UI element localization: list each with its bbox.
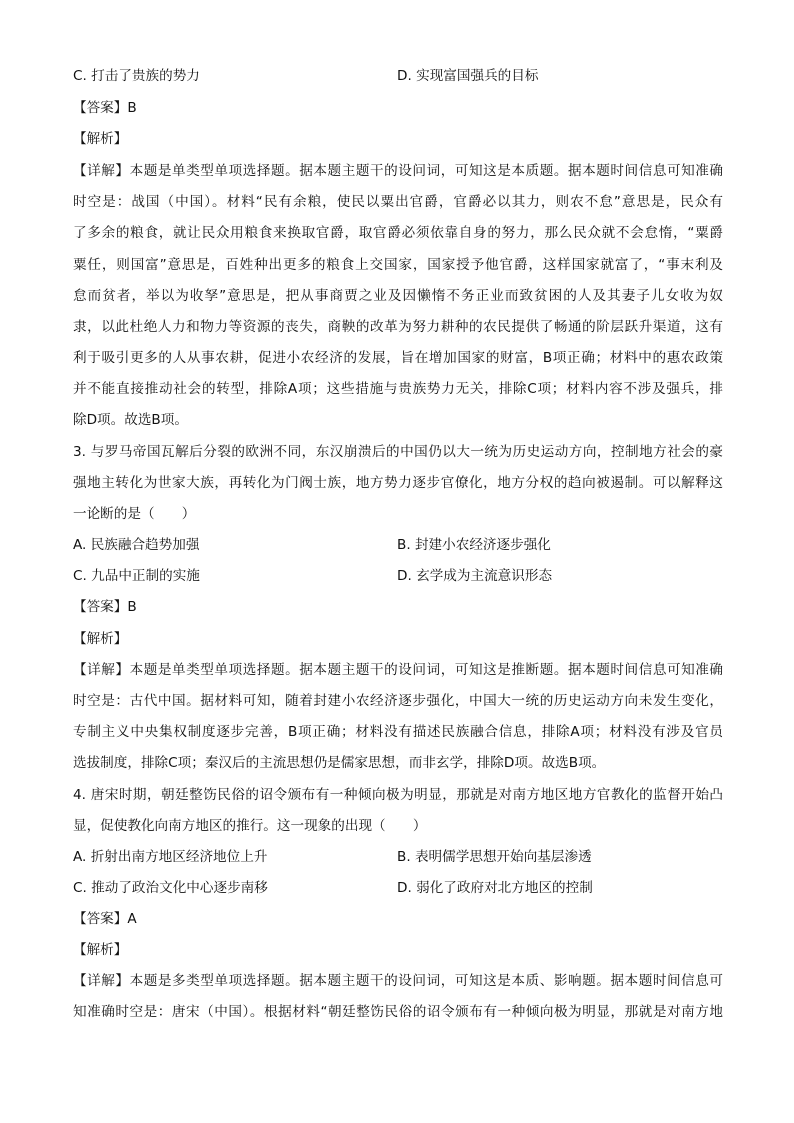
q4-stem-line: 4. 唐宋时期，朝廷整饬民俗的诏令颁布有一种倾向极为明显，那就是对南方地区地方官教化的监督开始凸 (73, 787, 723, 803)
q3-stem-line: 3. 与罗马帝国瓦解后分裂的欧洲不同，东汉崩溃后的中国仍以大一统为历史运动方向，控制地方社会的豪 (73, 444, 723, 460)
q2-detail-line: 除D项。故选B项。 (73, 412, 188, 428)
q4-option-a: A. 折射出南方地区经济地位上升 (73, 849, 268, 865)
q3-stem-line: 一论断的是（ ） (73, 506, 196, 522)
q2-detail-line: 【详解】本题是单类型单项选择题。据本题主题干的设问词，可知这是本质题。据本题时间信息可知准确 (73, 163, 723, 179)
q3-detail-line: 选拔制度，排除C项；秦汉后的主流思想仍是儒家思想，而非玄学，排除D项。故选B项。 (73, 755, 606, 771)
q4-answer: 【答案】A (73, 911, 137, 927)
q3-option-d: D. 玄学成为主流意识形态 (397, 568, 553, 584)
q4-option-b: B. 表明儒学思想开始向基层渗透 (397, 849, 592, 865)
q4-stem-line: 显，促使教化向南方地区的推行。这一现象的出现（ ） (73, 818, 427, 834)
q3-analysis-heading: 【解析】 (73, 631, 128, 647)
q2-answer: 【答案】B (73, 100, 137, 116)
q3-detail-line: 时空是：古代中国。据材料可知，随着封建小农经济逐步强化，中国大一统的历史运动方向未发生变化， (73, 693, 723, 709)
q3-detail-line: 专制主义中央集权制度逐步完善，B项正确；材料没有描述民族融合信息，排除A项；材料没有涉及官员 (73, 724, 723, 740)
q3-stem-line: 强地主转化为世家大族，再转化为门阀士族，地方势力逐步官僚化，地方分权的趋向被遏制。可以解释这 (73, 475, 723, 491)
q3-answer: 【答案】B (73, 599, 137, 615)
q3-detail-line: 【详解】本题是单类型单项选择题。据本题主题干的设问词，可知这是推断题。据本题时间信息可知准确 (73, 662, 723, 678)
q4-analysis-heading: 【解析】 (73, 942, 128, 958)
q2-detail-line: 利于吸引更多的人从事农耕，促进小农经济的发展，旨在增加国家的财富，B项正确；材料中的惠农政策 (73, 350, 723, 366)
q3-option-b: B. 封建小农经济逐步强化 (397, 537, 551, 553)
q2-detail-line: 粟任，则国富”意思是，百姓种出更多的粮食上交国家，国家授予他官爵，这样国家就富了，“事末利及 (73, 257, 723, 273)
q3-option-a: A. 民族融合趋势加强 (73, 537, 200, 553)
q3-option-c: C. 九品中正制的实施 (73, 568, 200, 584)
q2-option-d: D. 实现富国强兵的目标 (397, 68, 539, 84)
q4-detail-line: 【详解】本题是多类型单项选择题。据本题主题干的设问词，可知这是本质、影响题。据本题时间信息可 (73, 973, 723, 989)
q2-detail-line: 并不能直接推动社会的转型，排除A项；这些措施与贵族势力无关，排除C项；材料内容不涉及强兵，排 (73, 381, 723, 397)
q2-detail-line: 怠而贫者，举以为收孥”意思是，把从事商贾之业及因懒惰不务正业而致贫困的人及其妻子儿女收为奴 (73, 288, 723, 304)
q2-analysis-heading: 【解析】 (73, 131, 128, 147)
q2-detail-line: 时空是：战国（中国）。材料“民有余粮，使民以粟出官爵，官爵必以其力，则农不怠”意思是，民众有 (73, 194, 723, 210)
q4-option-c: C. 推动了政治文化中心逐步南移 (73, 880, 268, 896)
q4-detail-line: 知准确时空是：唐宋（中国）。根据材料“朝廷整饬民俗的诏令颁布有一种倾向极为明显，那就是对南方地 (73, 1004, 723, 1020)
q2-detail-line: 隶，以此杜绝人力和物力等资源的丧失，商鞅的改革为努力耕种的农民提供了畅通的阶层跃升渠道，这有 (73, 319, 723, 335)
q2-detail-line: 了多余的粮食，就让民众用粮食来换取官爵，取官爵必须依靠自身的努力，那么民众就不会怠惰，“粟爵 (73, 225, 723, 241)
q4-option-d: D. 弱化了政府对北方地区的控制 (397, 880, 593, 896)
q2-option-c: C. 打击了贵族的势力 (73, 68, 200, 84)
